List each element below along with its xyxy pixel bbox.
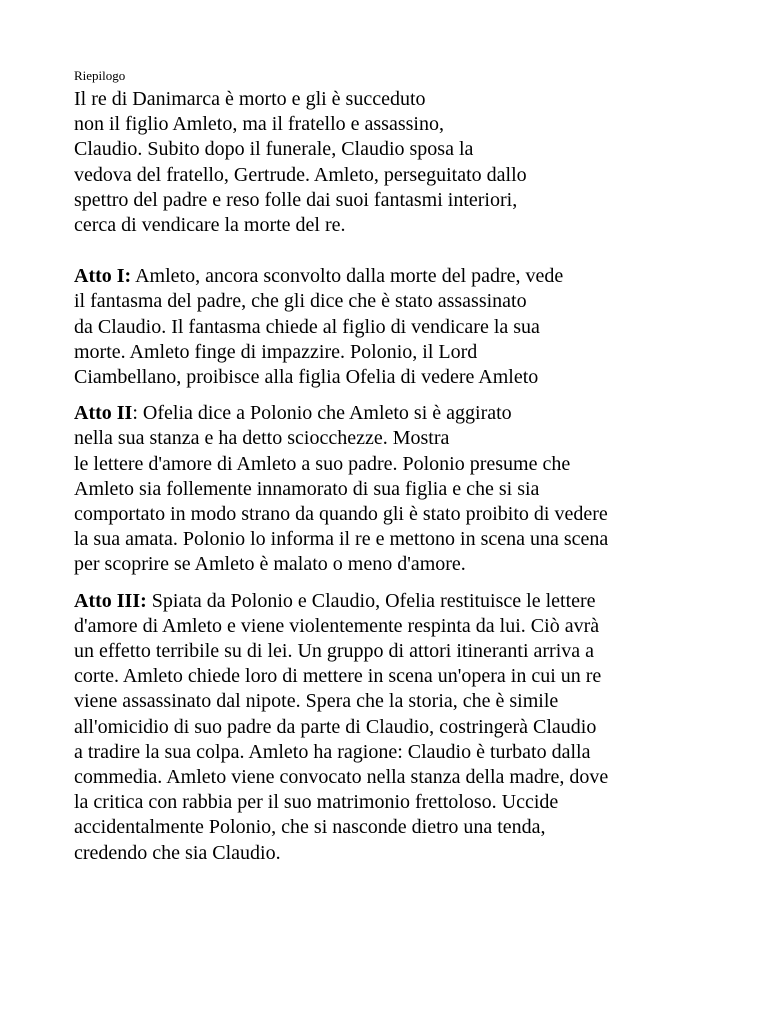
act-1-paragraph [74,264,714,390]
act-3-line: d'amore di Amleto e viene violentemente respinta da lui. Ciò avrà [74,614,600,637]
act-1-line: il fantasma del padre, che gli dice che è stato assassinato [74,290,527,313]
act-3-label: Atto III: [74,589,147,612]
act-1-line: Ciambellano, proibisce alla figlia Ofelia di vedere Amleto [74,366,539,389]
act-3-line: viene assassinato dal nipote. Spera che la storia, che è simile [74,690,559,713]
act-2-paragraph [74,401,714,577]
act-1-line: morte. Amleto finge di impazzire. Polonio, il Lord [74,340,478,363]
act-3-first-line [74,589,714,614]
act-3-line: la critica con rabbia per il suo matrimonio frettoloso. Uccide [74,791,559,814]
act-2-line: le lettere d'amore di Amleto a suo padre. Polonio presume che [74,452,571,475]
act-3-line: a tradire la sua colpa. Amleto ha ragione: Claudio è turbato dalla [74,740,591,763]
act-3-line: accidentalmente Polonio, che si nasconde dietro una tenda, [74,816,546,839]
act-2-first-line-text: : Ofelia dice a Polonio che Amleto si è aggirato [132,402,512,425]
document-page [74,68,714,866]
act-2-label: Atto II [74,402,133,425]
intro-line: vedova del fratello, Gertrude. Amleto, perseguitato dallo [74,163,527,186]
act-3-line: all'omicidio di suo padre da parte di Claudio, costringerà Claudio [74,715,597,738]
document-title: Riepilogo [74,68,126,83]
act-3-line: commedia. Amleto viene convocato nella stanza della madre, dove [74,766,609,789]
intro-line: non il figlio Amleto, ma il fratello e assassino, [74,113,444,136]
act-3-paragraph [74,589,714,866]
act-1-first-line [74,264,714,289]
intro-paragraph [74,87,714,238]
intro-line: spettro del padre e reso folle dai suoi fantasmi interiori, [74,188,518,211]
act-1-first-line-text: Amleto, ancora sconvolto dalla morte del padre, vede [131,265,564,288]
act-2-line: la sua amata. Polonio lo informa il re e mettono in scena una scena [74,528,609,551]
intro-line: Claudio. Subito dopo il funerale, Claudio sposa la [74,138,474,161]
act-1-label: Atto I: [74,265,132,288]
intro-line: cerca di vendicare la morte del re. [74,214,346,237]
act-2-line: per scoprire se Amleto è malato o meno d'amore. [74,553,466,576]
act-3-first-line-text: Spiata da Polonio e Claudio, Ofelia restituisce le lettere [146,589,596,612]
act-2-line: nella sua stanza e ha detto sciocchezze. Mostra [74,427,450,450]
act-2-line: Amleto sia follemente innamorato di sua figlia e che si sia [74,477,540,500]
act-1-line: da Claudio. Il fantasma chiede al figlio di vendicare la sua [74,315,540,338]
act-2-first-line [74,401,714,426]
act-2-line: comportato in modo strano da quando gli è stato proibito di vedere [74,503,608,526]
act-3-line: credendo che sia Claudio. [74,841,281,864]
intro-line: Il re di Danimarca è morto e gli è succeduto [74,88,426,110]
act-3-line: corte. Amleto chiede loro di mettere in scena un'opera in cui un re [74,665,602,688]
act-3-line: un effetto terribile su di lei. Un gruppo di attori itineranti arriva a [74,640,595,663]
